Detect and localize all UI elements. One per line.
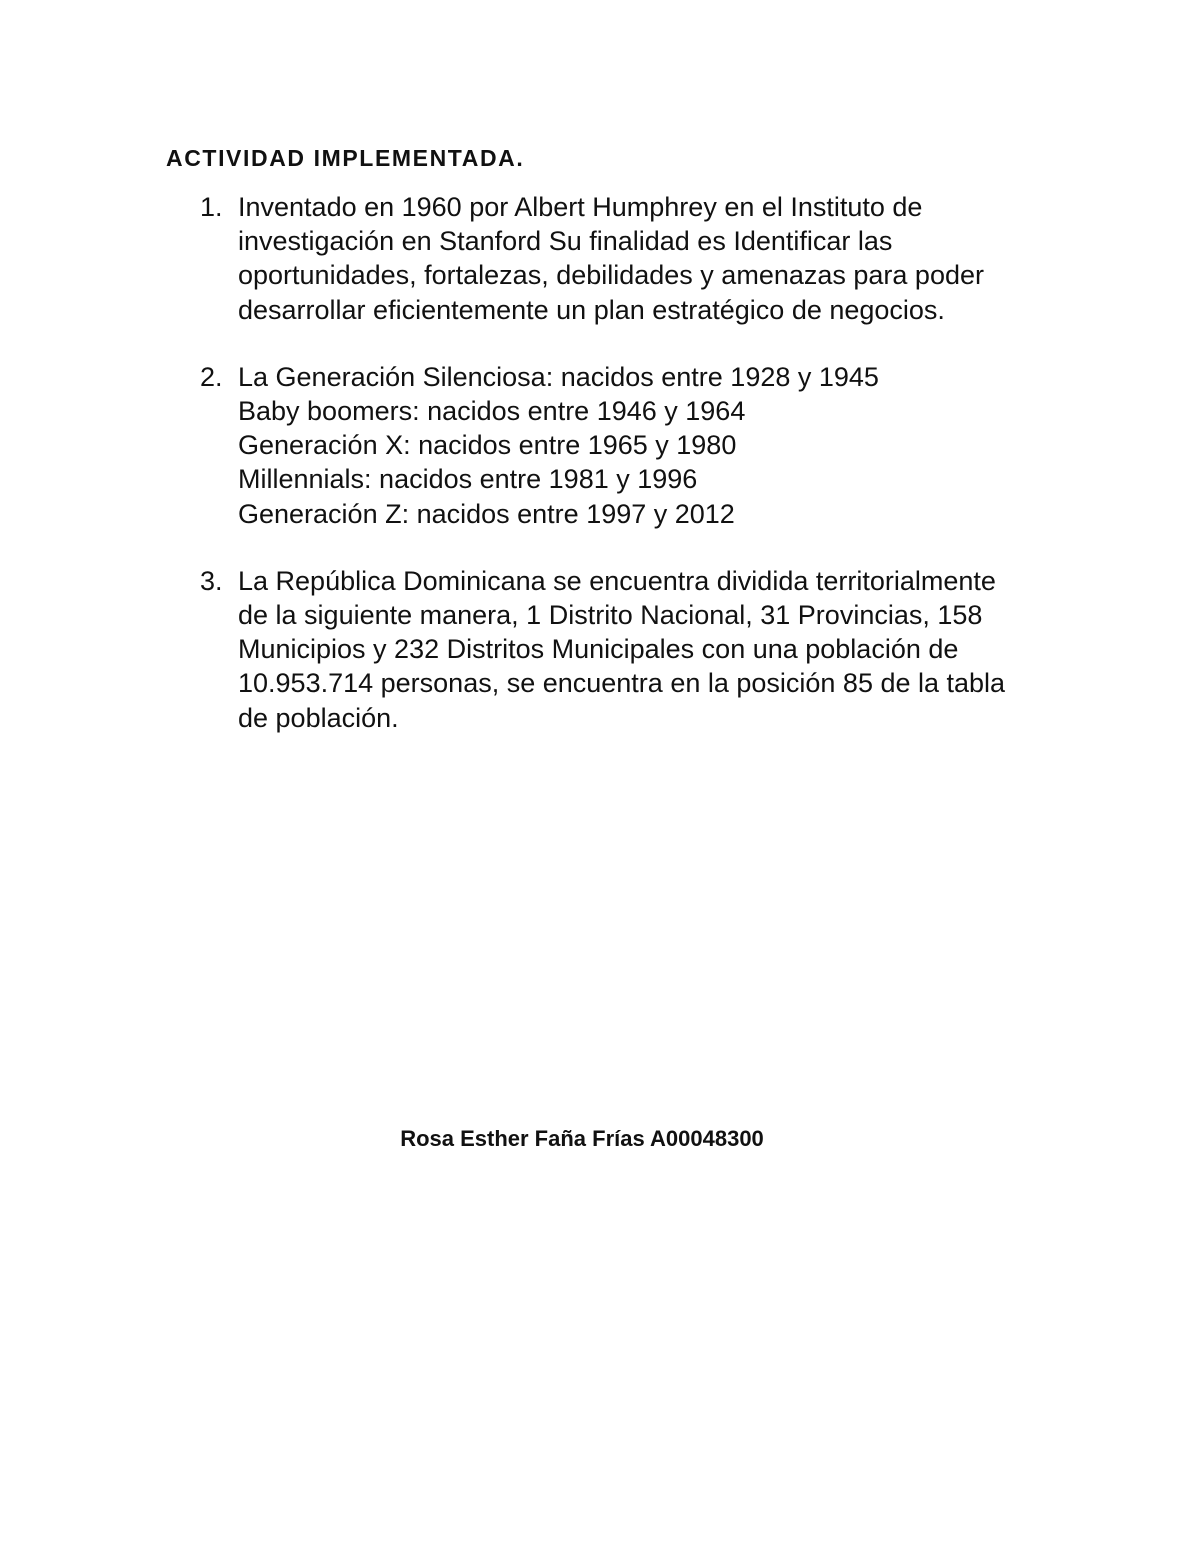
list-item-line: Municipios y 232 Distritos Municipales con una población de [238, 634, 959, 665]
list-item-line: Generación Z: nacidos entre 1997 y 2012 [238, 498, 735, 529]
list-item [200, 360, 1060, 531]
author-signature: Rosa Esther Faña Frías A00048300 [400, 1126, 764, 1151]
list-item [200, 190, 1060, 327]
document-heading: ACTIVIDAD IMPLEMENTADA. [166, 145, 525, 171]
list-item-line: Millennials: nacidos entre 1981 y 1996 [238, 464, 698, 495]
list-item-line: 10.953.714 personas, se encuentra en la posición 85 de la tabla [238, 668, 1006, 699]
list-item-number: 1. [200, 192, 223, 222]
list-item-line: oportunidades, fortalezas, debilidades y amenazas para poder [238, 260, 984, 291]
list-item-line: Inventado en 1960 por Albert Humphrey en el Instituto de [238, 192, 923, 222]
list-item-line: La Generación Silenciosa: nacidos entre 1928 y 1945 [238, 361, 879, 392]
list-item-line: desarrollar eficientemente un plan estratégico de negocios. [238, 294, 945, 325]
list-item-line: La República Dominicana se encuentra dividida territorialmente [238, 565, 996, 596]
list-item-number: 2. [200, 361, 223, 392]
list-item [200, 564, 1060, 735]
answer-list [200, 190, 1060, 735]
list-item-line: investigación en Stanford Su finalidad es Identificar las [238, 226, 893, 257]
list-item-number: 3. [200, 565, 223, 596]
list-item-line: Generación X: nacidos entre 1965 y 1980 [238, 430, 737, 461]
list-item-line: de población. [238, 702, 399, 733]
list-item-line: Baby boomers: nacidos entre 1946 y 1964 [238, 396, 746, 427]
list-item-line: de la siguiente manera, 1 Distrito Nacional, 31 Provincias, 158 [238, 600, 983, 631]
